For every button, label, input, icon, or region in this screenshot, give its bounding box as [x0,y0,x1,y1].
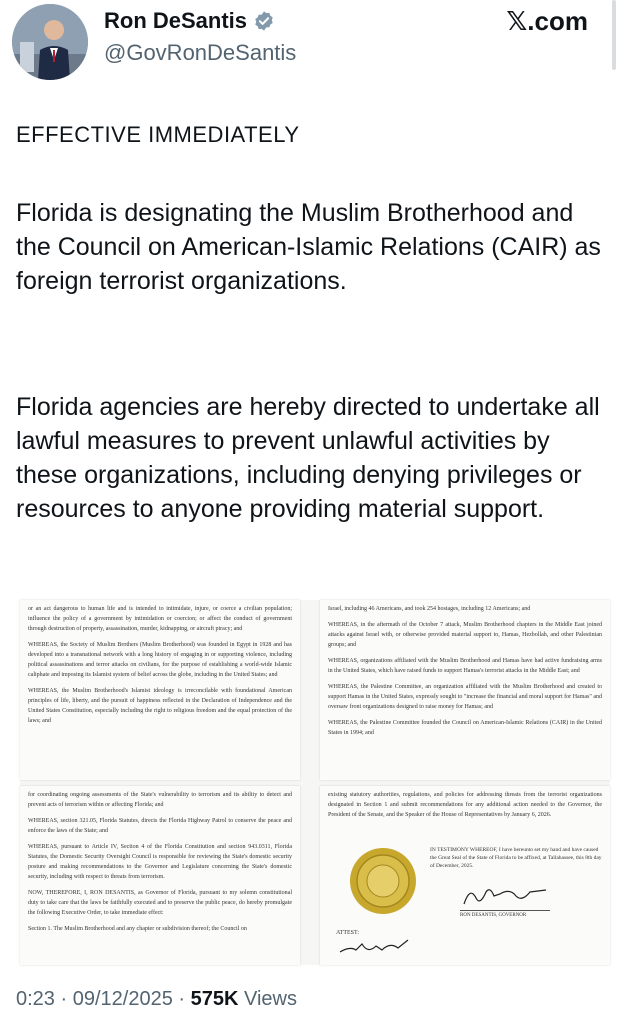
secretary-signature-icon [336,936,416,958]
doc-paragraph: existing statutory authorities, regulations, and policies for addressing threats from the terrorist organizations designated in Section 1 and submit recommendations for any additional action needed to the Governor, the President of the Senate, and the Speaker of the House of Representatives by January 6, 2026. [328,792,602,818]
attest-label: ATTEST: [336,930,360,936]
doc-paragraph: NOW, THEREFORE, I, RON DESANTIS, as Governor of Florida, pursuant to my solemn constitutional duty to take care that the laws be faithfully executed and to preserve the public peace, do hereby promulgate the following Executive Order, to take immediate effect: [28,890,292,916]
post-date[interactable]: 09/12/2025 [72,988,173,1010]
doc-paragraph: WHEREAS, pursuant to Article IV, Section 4 of the Florida Constitution and section 943.0311, Florida Statutes, the Domestic Security Oversight Council is responsible for reviewing the State's domestic security posture and making recommendations to the Governor and Legislature concerning the State's domestic security, including with respect to threats from terrorism. [28,844,292,880]
post-paragraph-1: Florida is designating the Muslim Brotherhood and the Council on American-Islamic Relations (CAIR) as foreign terrorist organizations. [16,199,601,295]
scrollbar[interactable] [612,0,616,70]
doc-paragraph: WHEREAS, the Muslim Brotherhood's Islamist ideology is irreconcilable with foundational American principles of life, liberty, and the pursuit of happiness reflected in the Declaration of Independence and the United States Constitution, especially including the right to religious freedom and the equal protection of the laws; and [28,688,292,724]
doc-paragraph: WHEREAS, the Society of Muslim Brothers (Muslim Brotherhood) was founded in Egypt in 1928 and has developed into a transnational network with a long history of engaging in or supporting violence, including political assassinations and terror attacks on civilians, for the purpose of establishing a world-wide Islamic caliphate and imposing its Islamist system of belief across the globe, including in the United States; and [28,642,292,678]
post-paragraph-2: Florida agencies are hereby directed to undertake all lawful measures to prevent unlawful activities by these organizations, including denying privileges or resources to anyone providing material support. [16,393,600,523]
doc-paragraph: for coordinating ongoing assessments of the State's vulnerability to terrorism and its ability to detect and prevent acts of terrorism within or affecting Florida; and [28,792,292,808]
doc-page-top-right [320,600,610,780]
doc-paragraph: or an act dangerous to human life and is intended to intimidate, injure, or coerce a civilian population; influence the policy of a government by intimidation or coercion; or affect the conduct of government through destruction of property, assassination, murder, kidnapping, or aircraft piracy; and [28,606,292,632]
doc-paragraph: Israel, including 46 Americans, and took 254 hostages, including 12 Americans; and [328,606,531,612]
post-meta [16,988,297,1011]
x-logo: 𝕏.com [506,6,588,36]
avatar-photo-icon [12,4,88,80]
doc-paragraph: WHEREAS, in the aftermath of the October 7 attack, Muslim Brotherhood chapters in the Middle East joined attacks against Israel with, or otherwise provided material support to, Hamas, Hezbollah, and other Palestinian groups; and [328,622,602,648]
views-label: Views [243,988,297,1010]
views-count: 575K [190,988,239,1010]
post-time[interactable]: 0:23 [16,988,55,1010]
avatar[interactable] [12,4,88,80]
doc-page-top-left [20,600,300,780]
doc-page-bottom-right [320,786,610,965]
executive-order-image[interactable] [20,600,610,965]
doc-paragraph: WHEREAS, the Palestine Committee, an organization affiliated with the Muslim Brotherhood and created to support Hamas in the United States, expressly sought to "increase the financial and moral support for Hamas" and oversaw front organizations designed to raise money for Hamas; and [328,684,602,710]
doc-paragraph: Section 1. The Muslim Brotherhood and any chapter or subdivision thereof; the Council on [28,926,247,932]
testimony-text: IN TESTIMONY WHEREOF, I have hereunto set my hand and have caused the Great Seal of the State of Florida to be affixed, at Tallahassee, this 8th day of December, 2025. [430,847,602,869]
doc-paragraph: WHEREAS, the Palestine Committee founded the Council on American-Islamic Relations (CAIR) in the United States in 1994; and [328,720,602,736]
author-name-row [104,8,275,34]
author-handle[interactable]: @GovRonDeSantis [104,40,297,65]
post-heading: EFFECTIVE IMMEDIATELY [16,122,300,147]
author-name[interactable]: Ron DeSantis [104,8,248,33]
meta-separator: · [60,988,73,1010]
meta-separator: · [178,988,191,1010]
doc-paragraph: WHEREAS, section 321.05, Florida Statutes, directs the Florida Highway Patrol to conserve the peace and enforce the laws of the State; and [28,818,292,834]
governor-signature-icon [460,884,550,908]
doc-page-bottom-left [20,786,300,965]
doc-paragraph: WHEREAS, organizations affiliated with the Muslim Brotherhood and Hamas have had active fundraising arms in the United States, which have raised funds to support Hamas's terrorist attacks in the Middle East; and [328,658,602,674]
post-header [0,0,620,90]
state-seal-icon [348,846,418,916]
signature-label: RON DESANTIS, GOVERNOR [460,910,550,921]
verified-badge-icon [253,10,275,32]
